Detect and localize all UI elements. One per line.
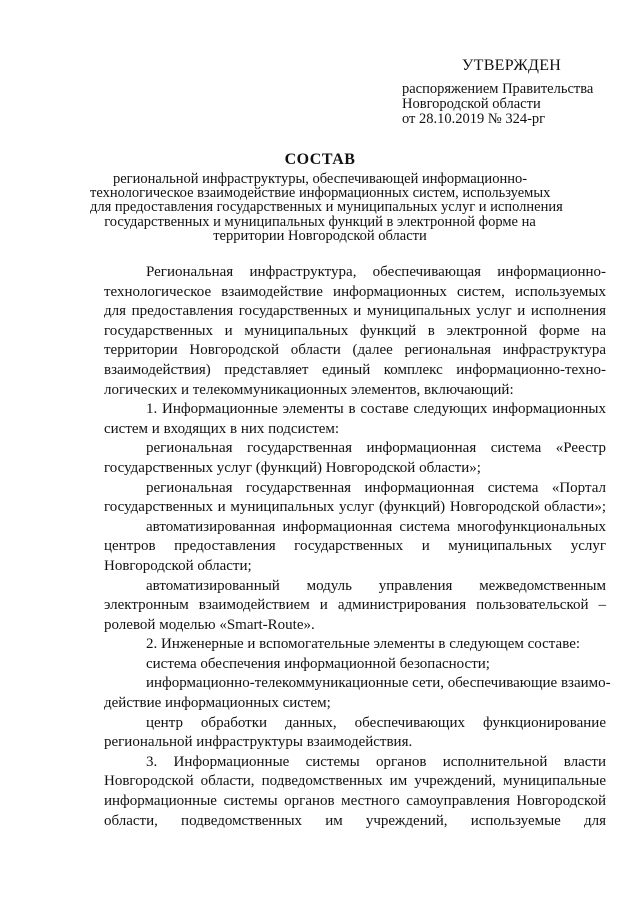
body-line: региональная государственная информационная система «Реестр [146,440,606,457]
body-line: система обеспечения информационной безопасности; [146,655,490,672]
body-line: центров предоставления государственных и муниципальных услуг [104,538,606,555]
body-line: центр обработки данных, обеспечивающих функционирование [146,714,606,731]
body-line: электронным взаимодействием и администрирования пользовательской – [104,597,606,614]
body-line: взаимодействия) представляет единый комплекс информационно-техно- [104,361,606,378]
approval-title: УТВЕРЖДЕН [462,57,562,74]
subtitle-line: региональной инфраструктуры, обеспечивающей информационно- [112,171,528,187]
body-line: 3. Информационные системы органов исполнительной власти [146,753,606,770]
body-line: логических и телекоммуникационных элементов, включающий: [104,381,514,398]
subtitle-line: для предоставления государственных и муниципальных услуг и исполнения [90,199,563,216]
body-line: региональная государственная информационная система «Портал [146,479,606,496]
body-line: государственных услуг (функций) Новгородской области»; [104,459,481,476]
body-line: Региональная инфраструктура, обеспечивающая информационно- [146,264,606,280]
body-line: Новгородской области; [104,557,252,574]
body-line: ролевой моделью «Smart-Route». [104,616,315,633]
subtitle-line: государственных и муниципальных функций в электронной форме на [104,213,536,230]
body-line: территории Новгородской области (далее региональная инфраструктура [104,342,606,359]
body-line: информационные системы органов местного самоуправления Новгородской [104,793,606,810]
body-line: области, подведомственных им учреждений, используемые для [104,812,606,829]
body-line: Новгородской области, подведомственных им учреждений, муниципальные [104,773,606,790]
approval-block [402,58,632,127]
subtitle-line: территории Новгородской области [213,227,427,244]
body-line: для предоставления государственных и муниципальных услуг и исполнения [104,303,606,320]
body-line: государственных и муниципальных функций в электронной форме на [104,322,606,339]
approval-line-2: Новгородской области [402,96,541,112]
approval-line-3: от 28.10.2019 № 324-рг [402,111,546,127]
document-body [104,263,611,831]
body-line: автоматизированный модуль управления межведомственным [146,577,606,594]
body-line: автоматизированная информационная система многофункциональных [146,518,606,535]
body-line: 2. Инженерные и вспомогательные элементы в следующем составе: [146,636,581,653]
body-line: государственных и муниципальных услуг (функций) Новгородской области»; [104,499,606,516]
document-subtitle [90,171,563,244]
approval-line-1: распоряжением Правительства [402,81,594,97]
body-line: систем и входящих в них подсистем: [104,420,340,437]
body-line: действие информационных систем; [104,695,331,712]
body-line: технологическое взаимодействие информационных систем, используемых [104,283,606,300]
body-line: региональной инфраструктуры взаимодействия. [104,734,413,751]
body-line: информационно-телекоммуникационные сети, обеспечивающие взаимо- [146,675,611,692]
subtitle-line: технологическое взаимодействие информационных систем, используемых [90,185,551,202]
document-title: СОСТАВ [284,151,356,168]
body-line: 1. Информационные элементы в составе следующих информационных [146,401,606,418]
